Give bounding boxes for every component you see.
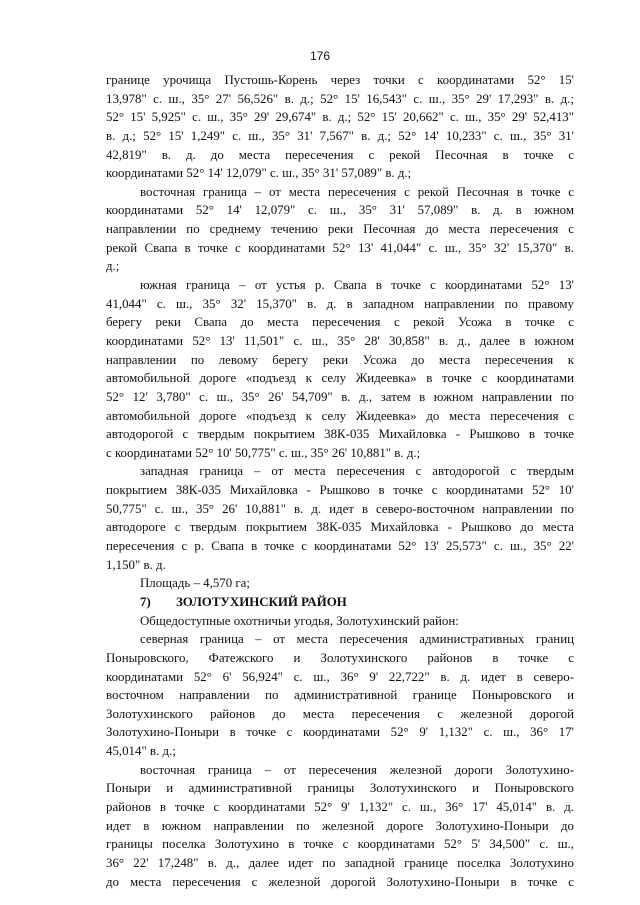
text-line: д.; (106, 259, 120, 274)
text-line: Площадь – 4,570 га; (140, 576, 250, 591)
text-line: до места пересечения с железной дорогой Золотухино-Поныри в точке с (106, 874, 574, 889)
text-line: 52° 12' 3,780" с. ш., 35° 26' 54,709" в. д., затем в южном направлении по (106, 389, 574, 404)
section-number: 7) (140, 594, 151, 609)
text-line: Золотухинского районов до места пересечения с железной дорогой (106, 706, 574, 721)
text-line: 50,775" с. ш., 35° 26' 10,881" в. д. идет в северо-восточном направлении по (106, 501, 574, 516)
text-line: южная граница – от устья р. Свапа в точке с координатами 52° 13' (140, 278, 574, 293)
text-line: направлении по среднему течению реки Песочная до места пересечения с (106, 222, 574, 237)
text-line: Поныри и административной границы Золотухинского и Поныровского (106, 781, 574, 796)
text-line: восточном направлении по административной границе Поныровского и (106, 688, 574, 703)
text-line: 1,150" в. д. (106, 557, 166, 572)
text-line: координатами 52° 13' 11,501" с. ш., 35° 28' 30,858" в. д., далее в южном (106, 333, 574, 348)
text-line: восточная граница – от места пересечения с рекой Песочная в точке с (140, 184, 574, 199)
text-line: 42,819" в. д. до места пересечения с рекой Песочная в точке с (106, 147, 574, 162)
text-line: автодороге с твердым покрытием 38К-035 Михайловка - Рышково до места (106, 520, 574, 535)
text-line: Золотухино-Поныри в точке с координатами 52° 9' 1,132" с. ш., 36° 17' (106, 725, 574, 740)
text-line: западная граница – от места пересечения с автодорогой с твердым (140, 464, 574, 479)
text-line: северная граница – от места пересечения административных границ (140, 632, 574, 647)
text-line: 41,044" с. ш., 35° 32' 15,370" в. д. в западном направлении по правому (106, 296, 574, 311)
text-line: рекой Свапа в точке с координатами 52° 13' 41,044" с. ш., 35° 32' 15,370" в. (106, 240, 574, 255)
text-line: автомобильной дороге «подъезд к селу Жидеевка» до места пересечения с (106, 408, 574, 423)
text-line: пересечения с р. Свапа в точке с координатами 52° 13' 25,573" с. ш., 35° 22' (106, 539, 574, 554)
text-line: восточная граница – от пересечения железной дороги Золотухино- (140, 762, 574, 777)
text-line: координатами 52° 6' 56,924" с. ш., 36° 9' 22,722" в. д. идет в северо- (106, 669, 574, 684)
text-line: Общедоступные охотничьи угодья, Золотухинский район: (140, 613, 459, 628)
document-body (106, 71, 574, 891)
section-title: ЗОЛОТУХИНСКИЙ РАЙОН (176, 594, 347, 609)
text-line: 13,978" с. ш., 35° 27' 56,526" в. д.; 52° 15' 16,543" с. ш., 35° 29' 17,293" в. д.; (106, 91, 574, 106)
page-number: 176 (309, 49, 331, 63)
text-line: Поныровского, Фатежского и Золотухинского районов в точке с (106, 650, 574, 665)
text-line: берегу реки Свапа до места пересечения с рекой Усожа в точке с (106, 315, 574, 330)
text-line: в. д.; 52° 15' 1,249" с. ш., 35° 31' 7,567" в. д.; 52° 14' 10,233" с. ш., 35° 31' (106, 128, 574, 143)
text-line: покрытием 38К-035 Михайловка - Рышково в точке с координатами 52° 10' (106, 483, 574, 498)
text-line: автодорогой с твердым покрытием 38К-035 Михайловка - Рышково в точке (106, 427, 574, 442)
section-heading (106, 593, 574, 612)
text-line: границе урочища Пустошь-Корень через точки с координатами 52° 15' (106, 73, 574, 87)
text-line: координатами 52° 14' 12,079" с. ш., 35° 31' 57,089" в. д. в южном (106, 203, 574, 218)
text-line: районов в точке с координатами 52° 9' 1,132" с. ш., 36° 17' 45,014" в. д. (106, 799, 574, 814)
text-line: 45,014" в. д.; (106, 744, 176, 759)
text-line: границы поселка Золотухино в точке с координатами 52° 5' 34,500" с. ш., (106, 837, 574, 852)
text-line: 36° 22' 17,248" в. д., далее идет по западной границе поселка Золотухино (106, 855, 574, 870)
text-line: с координатами 52° 10' 50,775" с. ш., 35° 26' 10,881" в. д.; (106, 445, 421, 460)
text-line: 52° 15' 5,925" с. ш., 35° 29' 29,674" в. д.; 52° 15' 20,662" с. ш., 35° 29' 52,413" (106, 110, 574, 125)
text-line: направлении по левому берегу реки Усожа до места пересечения к (106, 352, 574, 367)
text-line: идет в южном направлении по железной дороге Золотухино-Поныри до (106, 818, 574, 833)
text-line: автомобильной дороге «подъезд к селу Жидеевка» в точке с координатами (106, 371, 574, 386)
text-line: координатами 52° 14' 12,079" с. ш., 35° 31' 57,089" в. д.; (106, 166, 412, 181)
